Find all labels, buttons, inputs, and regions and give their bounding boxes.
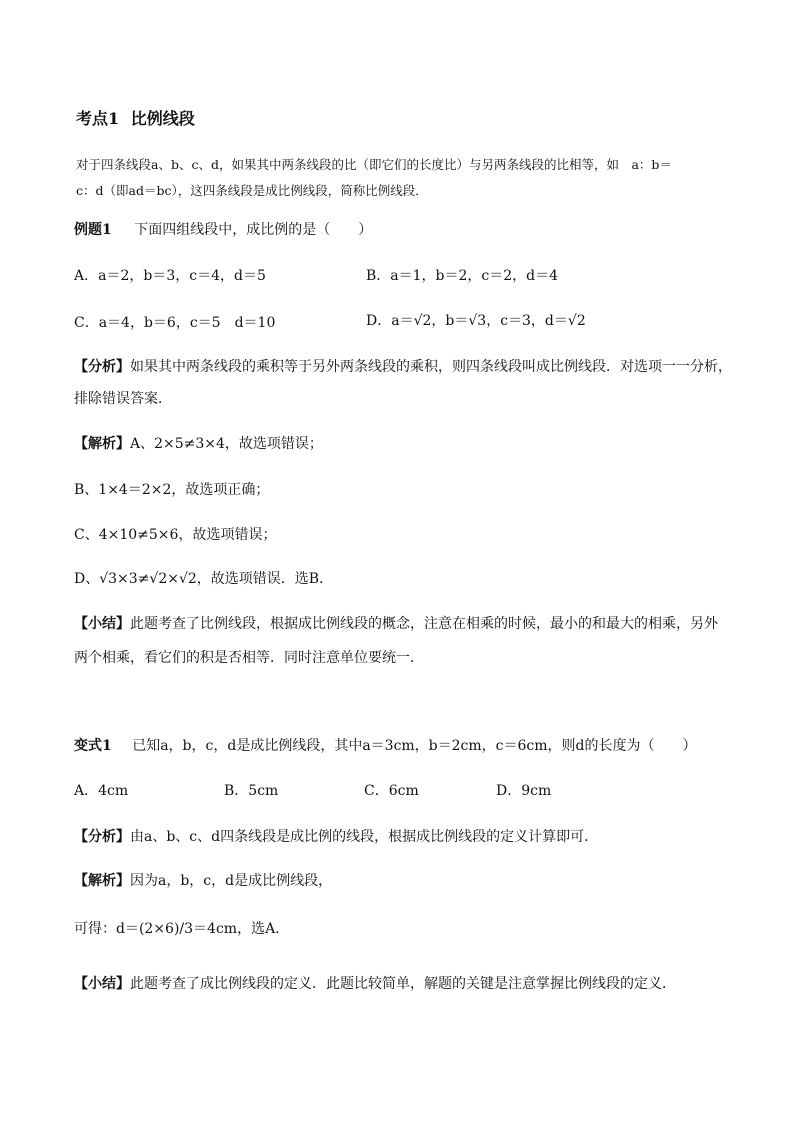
analysis-line-2: 排除错误答案．: [74, 391, 172, 407]
variant-solution-block: [74, 870, 332, 890]
example-question: [74, 219, 372, 239]
example-label: 例题1: [74, 222, 112, 238]
solution-b: B、1×4＝2×2，故选项正确；: [74, 482, 270, 498]
analysis-tag: 【分析】: [74, 359, 130, 375]
variant-summary-tag: 【小结】: [74, 976, 130, 992]
variant-question-text: 已知a，b，c，d是成比例线段，其中a＝3cm，b＝2cm，c＝6cm，则d的长度为（ ）: [132, 738, 697, 754]
option-c: C．a＝4，b＝6，c＝5 d＝10: [74, 315, 276, 331]
variant-summary-text: 此题考查了成比例线段的定义．此题比较简单，解题的关键是注意掌握比例线段的定义．: [130, 976, 676, 992]
variant-option-a: A．4cm: [74, 783, 129, 799]
option-d: D．a＝√2，b＝√3，c＝3，d＝√2: [366, 313, 586, 329]
variant-option-b: B．5cm: [224, 783, 279, 799]
variant-summary-block: [74, 973, 676, 993]
variant-option-c: C．6cm: [364, 783, 419, 799]
variant-analysis-text: 由a、b、c、d四条线段是成比例的线段，根据成比例线段的定义计算即可．: [130, 829, 599, 845]
variant-question: [74, 735, 697, 755]
variant-result: 可得：d＝(2×6)/3＝4cm，选A．: [74, 921, 290, 937]
summary-block: [74, 613, 718, 633]
variant-solution-text: 因为a，b，c，d是成比例线段，: [130, 873, 333, 889]
solution-c: C、4×10≠5×6，故选项错误；: [74, 527, 277, 543]
variant-analysis-block: [74, 826, 598, 846]
solution-tag: 【解析】: [74, 436, 130, 452]
intro-line-2: c：d（即ad＝bc），这四条线段是成比例线段，简称比例线段．: [76, 183, 428, 198]
section-heading: 比例线段: [130, 109, 195, 128]
variant-label: 变式1: [74, 738, 112, 754]
summary-tag: 【小结】: [74, 616, 130, 632]
solution-d: D、√3×3≠√2×√2，故选项错误．选B．: [74, 571, 334, 587]
example-question-text: 下面四组线段中，成比例的是（ ）: [134, 222, 373, 238]
section-title: [76, 106, 195, 129]
section-number: 考点1: [76, 109, 120, 128]
variant-option-d: D．9cm: [496, 783, 552, 799]
analysis-text: 如果其中两条线段的乘积等于另外两条线段的乘积，则四条线段叫成比例线段．对选项一一分析，: [130, 359, 732, 375]
option-a: A．a＝2，b＝3，c＝4，d＝5: [74, 268, 266, 284]
variant-solution-tag: 【解析】: [74, 873, 130, 889]
solution-block: [74, 433, 323, 453]
variant-analysis-tag: 【分析】: [74, 829, 130, 845]
solution-a: A、2×5≠3×4，故选项错误；: [130, 436, 323, 452]
summary-line-2: 两个相乘，看它们的积是否相等．同时注意单位要统一．: [74, 650, 424, 666]
option-b: B．a＝1，b＝2，c＝2，d＝4: [366, 268, 559, 284]
summary-text: 此题考查了比例线段，根据成比例线段的概念，注意在相乘的时候，最小的和最大的相乘，另外: [130, 616, 718, 632]
intro-line-1: 对于四条线段a、b、c、d，如果其中两条线段的比（即它们的长度比）与另两条线段的比相等，如 a：b＝: [76, 157, 672, 172]
analysis-block: [74, 356, 732, 376]
